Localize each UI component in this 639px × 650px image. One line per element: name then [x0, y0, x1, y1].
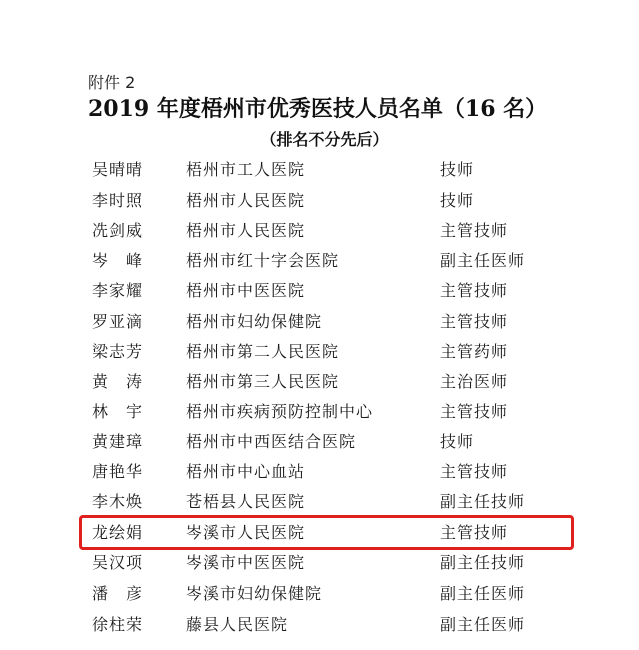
- list-row: [0, 340, 639, 370]
- organization-name: 梧州市第三人民医院: [186, 372, 340, 391]
- job-title: 主管技师: [440, 312, 509, 331]
- organization-name: 苍梧县人民医院: [186, 492, 306, 511]
- list-row: [0, 582, 639, 612]
- person-name: 潘 彦: [92, 584, 144, 603]
- organization-name: 梧州市工人医院: [186, 160, 306, 179]
- job-title: 副主任医师: [440, 251, 526, 270]
- list-row: [0, 249, 639, 279]
- job-title: 主管技师: [440, 402, 509, 421]
- list-row: [0, 400, 639, 430]
- organization-name: 岑溪市妇幼保健院: [186, 584, 323, 603]
- person-name: 吴晴晴: [92, 160, 144, 179]
- job-title: 副主任医师: [440, 584, 526, 603]
- organization-name: 梧州市第二人民医院: [186, 342, 340, 361]
- person-name: 岑 峰: [92, 251, 144, 270]
- person-name: 冼剑威: [92, 221, 144, 240]
- person-name: 徐柱荣: [92, 615, 144, 634]
- document-subtitle: （排名不分先后）: [260, 130, 389, 149]
- person-name: 李家耀: [92, 281, 144, 300]
- list-row: [0, 551, 639, 581]
- organization-name: 梧州市疾病预防控制中心: [186, 402, 374, 421]
- list-row: [0, 279, 639, 309]
- job-title: 主管技师: [440, 462, 509, 481]
- person-name: 黄建璋: [92, 432, 144, 451]
- list-row: [0, 158, 639, 188]
- person-name: 梁志芳: [92, 342, 144, 361]
- job-title: 副主任技师: [440, 553, 526, 572]
- list-row: [0, 310, 639, 340]
- list-row: [0, 430, 639, 460]
- job-title: 技师: [440, 160, 475, 179]
- job-title: 副主任医师: [440, 615, 526, 634]
- job-title: 主治医师: [440, 372, 509, 391]
- job-title: 主管技师: [440, 523, 509, 542]
- organization-name: 梧州市中心血站: [186, 462, 306, 481]
- job-title: 主管技师: [440, 281, 509, 300]
- organization-name: 梧州市人民医院: [186, 191, 306, 210]
- person-name: 唐艳华: [92, 462, 144, 481]
- organization-name: 梧州市人民医院: [186, 221, 306, 240]
- job-title: 副主任技师: [440, 492, 526, 511]
- list-row: [0, 219, 639, 249]
- person-name: 林 宇: [92, 402, 144, 421]
- document-title: 2019 年度梧州市优秀医技人员名单（16 名）: [88, 96, 548, 122]
- organization-name: 梧州市妇幼保健院: [186, 312, 323, 331]
- list-row: [0, 460, 639, 490]
- list-row: [0, 370, 639, 400]
- highlight-box: [79, 515, 574, 550]
- person-name: 李木焕: [92, 492, 144, 511]
- job-title: 技师: [440, 432, 475, 451]
- organization-name: 梧州市中医医院: [186, 281, 306, 300]
- organization-name: 藤县人民医院: [186, 615, 289, 634]
- person-name: 罗亚滴: [92, 312, 144, 331]
- organization-name: 梧州市中西医结合医院: [186, 432, 357, 451]
- job-title: 主管技师: [440, 221, 509, 240]
- list-row: [0, 613, 639, 643]
- organization-name: 岑溪市中医医院: [186, 553, 306, 572]
- person-name: 李时照: [92, 191, 144, 210]
- job-title: 技师: [440, 191, 475, 210]
- person-name: 吴汉项: [92, 553, 144, 572]
- organization-name: 岑溪市人民医院: [186, 523, 306, 542]
- person-name: 黄 涛: [92, 372, 144, 391]
- job-title: 主管药师: [440, 342, 509, 361]
- person-name: 龙绘娟: [92, 523, 144, 542]
- attachment-label: 附件 2: [88, 73, 136, 92]
- list-row: [0, 189, 639, 219]
- organization-name: 梧州市红十字会医院: [186, 251, 340, 270]
